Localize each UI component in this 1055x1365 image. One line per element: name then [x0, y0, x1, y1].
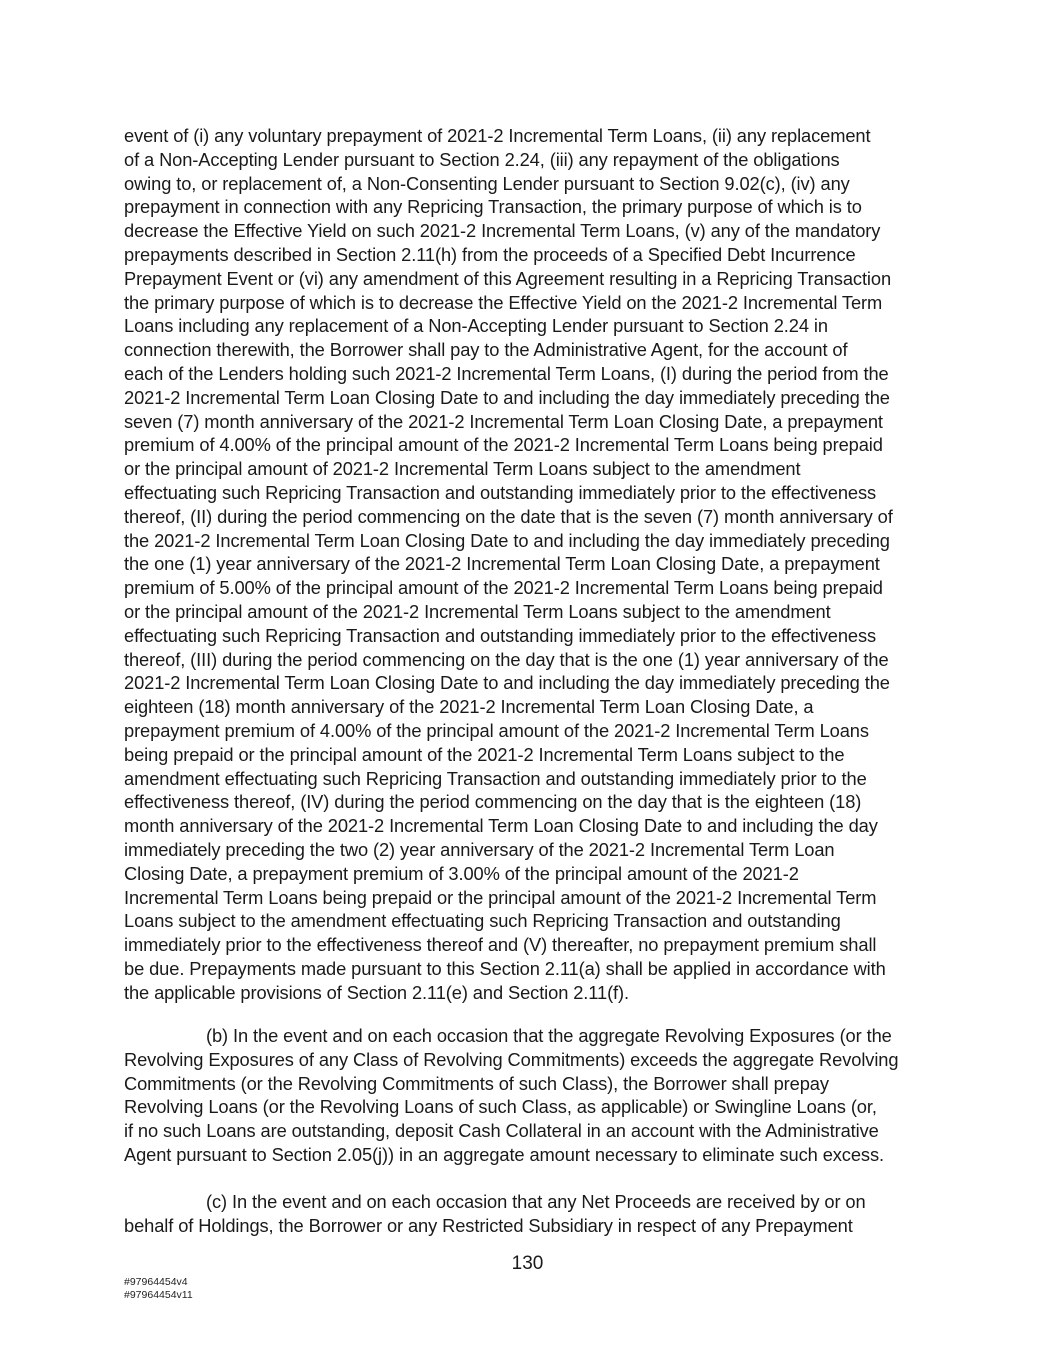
text-line: 2021-2 Incremental Term Loan Closing Date to and including the day immediately preceding the	[124, 386, 890, 408]
text-line: decrease the Effective Yield on such 2021-2 Incremental Term Loans, (v) any of the mandatory	[124, 220, 881, 242]
text-line: or the principal amount of the 2021-2 Incremental Term Loans subject to the amendment	[124, 601, 831, 622]
text-line: effectuating such Repricing Transaction and outstanding immediately prior to the effectiveness	[124, 482, 877, 503]
text-line: or the principal amount of 2021-2 Incremental Term Loans subject to the amendment	[124, 458, 801, 480]
text-line: connection therewith, the Borrower shall pay to the Administrative Agent, for the account of	[124, 339, 848, 361]
text-line: each of the Lenders holding such 2021-2 Incremental Term Loans, (I) during the period from the	[124, 363, 889, 384]
text-line: prepayment premium of 4.00% of the principal amount of the 2021-2 Incremental Term Loans	[124, 720, 869, 741]
text-line: Incremental Term Loans being prepaid or the principal amount of the 2021-2 Incremental Term	[124, 886, 877, 908]
text-line: being prepaid or the principal amount of the 2021-2 Incremental Term Loans subject to the	[124, 743, 845, 765]
text-line: month anniversary of the 2021-2 Incremental Term Loan Closing Date to and including the day	[124, 815, 878, 837]
text-line: Closing Date, a prepayment premium of 3.00% of the principal amount of the 2021-2	[124, 862, 799, 884]
text-line: immediately prior to the effectiveness thereof and (V) thereafter, no prepayment premium shall	[124, 934, 877, 956]
text-line: (b) In the event and on each occasion that the aggregate Revolving Exposures (or the	[206, 1025, 892, 1046]
text-line: thereof, (II) during the period commencing on the date that is the seven (7) month anniversary of	[124, 505, 893, 527]
text-line: seven (7) month anniversary of the 2021-2 Incremental Term Loan Closing Date, a prepayment	[124, 410, 883, 432]
text-line: Prepayment Event or (vi) any amendment of this Agreement resulting in a Repricing Transaction	[124, 267, 892, 289]
text-line: premium of 4.00% of the principal amount of the 2021-2 Incremental Term Loans being prepaid	[124, 434, 883, 456]
text-line: owing to, or replacement of, a Non-Consenting Lender pursuant to Section 9.02(c), (iv) any	[124, 172, 850, 194]
text-line: Revolving Loans (or the Revolving Loans of such Class, as applicable) or Swingline Loans (or,	[124, 1096, 877, 1118]
text-line: immediately preceding the two (2) year anniversary of the 2021-2 Incremental Term Loan	[124, 839, 835, 860]
text-line: (c) In the event and on each occasion that any Net Proceeds are received by or on	[206, 1191, 866, 1212]
text-line: prepayment in connection with any Repricing Transaction, the primary purpose of which is to	[124, 196, 862, 218]
text-line: the 2021-2 Incremental Term Loan Closing Date to and including the day immediately preceding	[124, 529, 890, 551]
text-line: the applicable provisions of Section 2.11(e) and Section 2.11(f).	[124, 981, 629, 1003]
text-line: thereof, (III) during the period commencing on the day that is the one (1) year anniversary of the	[124, 648, 889, 670]
text-line: be due. Prepayments made pursuant to this Section 2.11(a) shall be applied in accordance with	[124, 958, 886, 979]
text-line: effectiveness thereof, (IV) during the period commencing on the day that is the eighteen (18)	[124, 791, 862, 813]
text-line: Commitments (or the Revolving Commitments of such Class), the Borrower shall prepay	[124, 1072, 829, 1094]
text-line: if no such Loans are outstanding, deposit Cash Collateral in an account with the Administrative	[124, 1120, 879, 1142]
text-line: Loans including any replacement of a Non-Accepting Lender pursuant to Section 2.24 in	[124, 315, 828, 337]
text-line: Revolving Exposures of any Class of Revolving Commitments) exceeds the aggregate Revolving	[124, 1048, 899, 1070]
text-line: the primary purpose of which is to decrease the Effective Yield on the 2021-2 Incremental Term	[124, 291, 883, 313]
text-line: effectuating such Repricing Transaction and outstanding immediately prior to the effectiveness	[124, 624, 877, 646]
document-id-v4: #97964454v4	[124, 1276, 188, 1288]
text-line: 2021-2 Incremental Term Loan Closing Date to and including the day immediately preceding the	[124, 672, 890, 694]
text-line: amendment effectuating such Repricing Transaction and outstanding immediately prior to the	[124, 767, 867, 789]
text-line: the one (1) year anniversary of the 2021-2 Incremental Term Loan Closing Date, a prepayment	[124, 553, 880, 575]
text-line: prepayments described in Section 2.11(h) from the proceeds of a Specified Debt Incurrence	[124, 244, 856, 265]
text-line: eighteen (18) month anniversary of the 2021-2 Incremental Term Loan Closing Date, a	[124, 696, 814, 718]
text-line: Agent pursuant to Section 2.05(j)) in an aggregate amount necessary to eliminate such excess.	[124, 1144, 884, 1165]
text-line: of a Non-Accepting Lender pursuant to Section 2.24, (iii) any repayment of the obligations	[124, 148, 840, 170]
text-line: premium of 5.00% of the principal amount of the 2021-2 Incremental Term Loans being prepaid	[124, 577, 883, 599]
text-line: event of (i) any voluntary prepayment of 2021-2 Incremental Term Loans, (ii) any replacement	[124, 125, 871, 146]
document-id-v11: #97964454v11	[124, 1289, 193, 1301]
page-number: 130	[511, 1253, 544, 1274]
text-line: behalf of Holdings, the Borrower or any Restricted Subsidiary in respect of any Prepayment	[124, 1214, 853, 1236]
text-line: Loans subject to the amendment effectuating such Repricing Transaction and outstanding	[124, 910, 841, 932]
